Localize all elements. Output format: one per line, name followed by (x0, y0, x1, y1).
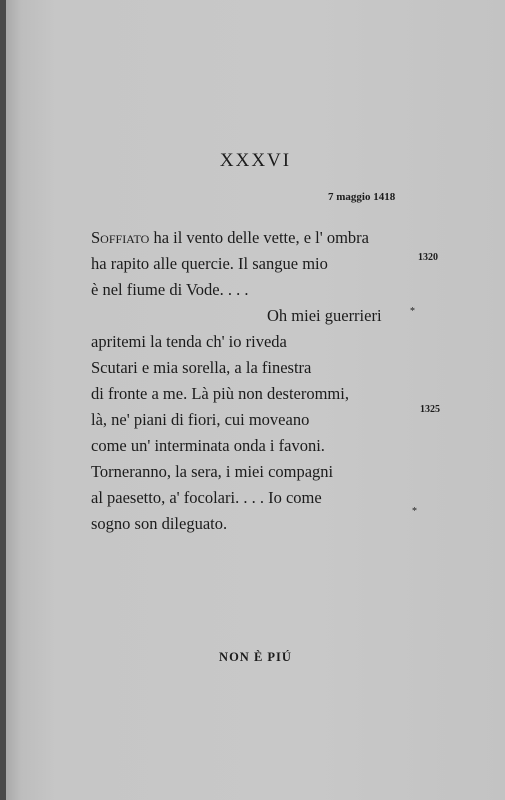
verse-line: ha rapito alle quercie. Il sangue mio (91, 254, 328, 273)
verse-line: sogno son dileguato. (91, 514, 228, 533)
verse-line: al paesetto, a' focolari. . . . Io come (91, 488, 322, 507)
poem-heading: XXXVI (219, 150, 292, 171)
verse-line: là, ne' piani di fiori, cui moveano (91, 410, 310, 429)
verse-line: di fronte a me. Là più non desterommi, (91, 384, 349, 403)
verse-line (91, 228, 369, 248)
line-number: 1320 (418, 252, 438, 263)
verse-line: Oh miei guerrieri (267, 306, 382, 325)
verse-line: come un' interminata onda i favoni. (91, 436, 325, 455)
footnote-marker: * (412, 506, 417, 517)
verse-line: Torneranno, la sera, i miei compagni (91, 462, 334, 481)
verse-line: Scutari e mia sorella, a la finestra (91, 358, 312, 377)
poem-date: 7 maggio 1418 (328, 191, 396, 203)
verse-lead-word: Soffiato (91, 228, 150, 247)
verse-line: apritemi la tenda ch' io riveda (91, 332, 287, 351)
line-number: 1325 (420, 404, 440, 415)
verse-line: è nel fiume di Vode. . . . (91, 280, 249, 299)
footnote-marker: * (410, 306, 415, 317)
book-page (6, 0, 505, 800)
verse-text: ha il vento delle vette, e l' ombra (149, 228, 370, 247)
next-section-title: NON È PIÚ (219, 650, 292, 664)
